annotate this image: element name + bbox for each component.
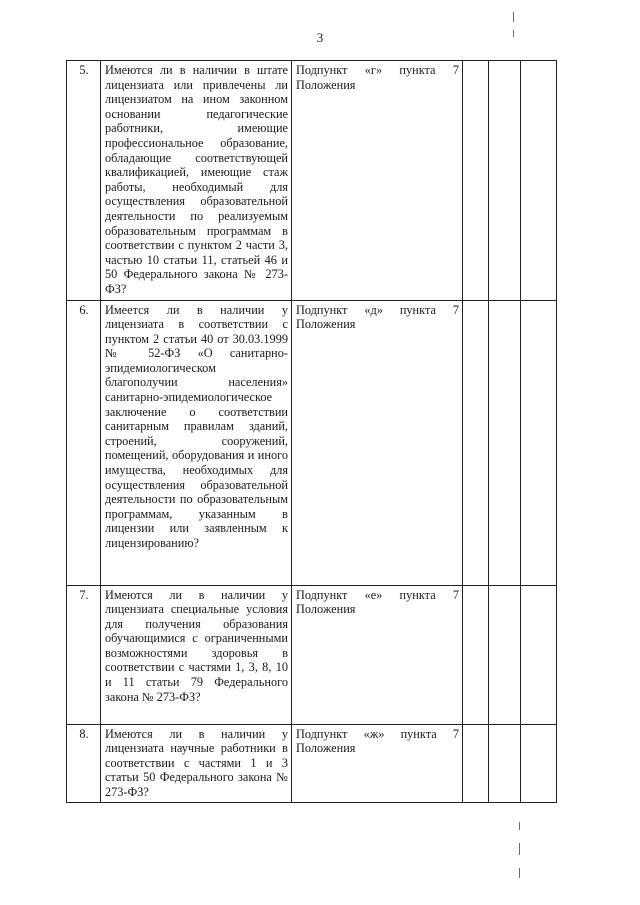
note-cell (521, 61, 557, 301)
answer-no-cell (489, 724, 521, 803)
page-number: 3 (316, 30, 324, 45)
answer-no-cell (489, 300, 521, 585)
row-number: 8. (67, 724, 101, 803)
checklist-table (66, 60, 557, 803)
reference-cell: Подпункт «ж» пункта 7 Положения (292, 724, 463, 803)
row-number: 7. (67, 585, 101, 724)
question-cell: Имеются ли в наличии у лицензиата специальные условия для получения образования обучающимися с ограниченными возможностями здоровья в соответствии с частями 1, 3, 8, 10 и 11 статьи 79 Федерального закона № 273-ФЗ? (101, 585, 292, 724)
answer-yes-cell (463, 300, 489, 585)
scan-mark (519, 822, 520, 830)
row-number: 6. (67, 300, 101, 585)
reference-cell: Подпункт «г» пункта 7 Положения (292, 61, 463, 301)
row-number: 5. (67, 61, 101, 301)
scan-mark (519, 868, 520, 878)
note-cell (521, 300, 557, 585)
table-row (67, 724, 557, 803)
question-cell: Имеются ли в наличии у лицензиата научные работники в соответствии с частями 1 и 3 статьи 50 Федерального закона № 273-ФЗ? (101, 724, 292, 803)
reference-cell: Подпункт «е» пункта 7 Положения (292, 585, 463, 724)
answer-no-cell (489, 61, 521, 301)
answer-yes-cell (463, 61, 489, 301)
scan-mark (519, 843, 520, 855)
note-cell (521, 585, 557, 724)
answer-yes-cell (463, 724, 489, 803)
answer-no-cell (489, 585, 521, 724)
table-row (67, 300, 557, 585)
reference-cell: Подпункт «д» пункта 7 Положения (292, 300, 463, 585)
scan-mark (513, 12, 514, 22)
question-cell: Имеются ли в наличии в штате лицензиата или привлечены ли лицензиатом на ином законном основании педагогические работники, имеющие профессиональное образование, обладающие соответствующей квалификацией, имеющие стаж работы, необходимый для осуществления образовательной деятельности по реализуемым образовательным программам в соответствии с пунктом 2 части 3, частью 10 статьи 11, статьей 46 и 50 Федерального закона № 273-ФЗ? (101, 61, 292, 301)
question-cell: Имеется ли в наличии у лицензиата в соответствии с пунктом 2 статьи 40 от 30.03.1999 № 52-ФЗ «О санитарно-эпидемиологическом благополучии населения» санитарно-эпидемиологическое заключение о соответствии санитарным правилам зданий, строений, сооружений, помещений, оборудования и иного имущества, необходимых для осуществления образовательной деятельности по образовательным программам, указанным в лицензии или заявленным к лицензированию? (101, 300, 292, 585)
table-row (67, 61, 557, 301)
answer-yes-cell (463, 585, 489, 724)
scan-mark (513, 30, 514, 37)
table-row (67, 585, 557, 724)
note-cell (521, 724, 557, 803)
